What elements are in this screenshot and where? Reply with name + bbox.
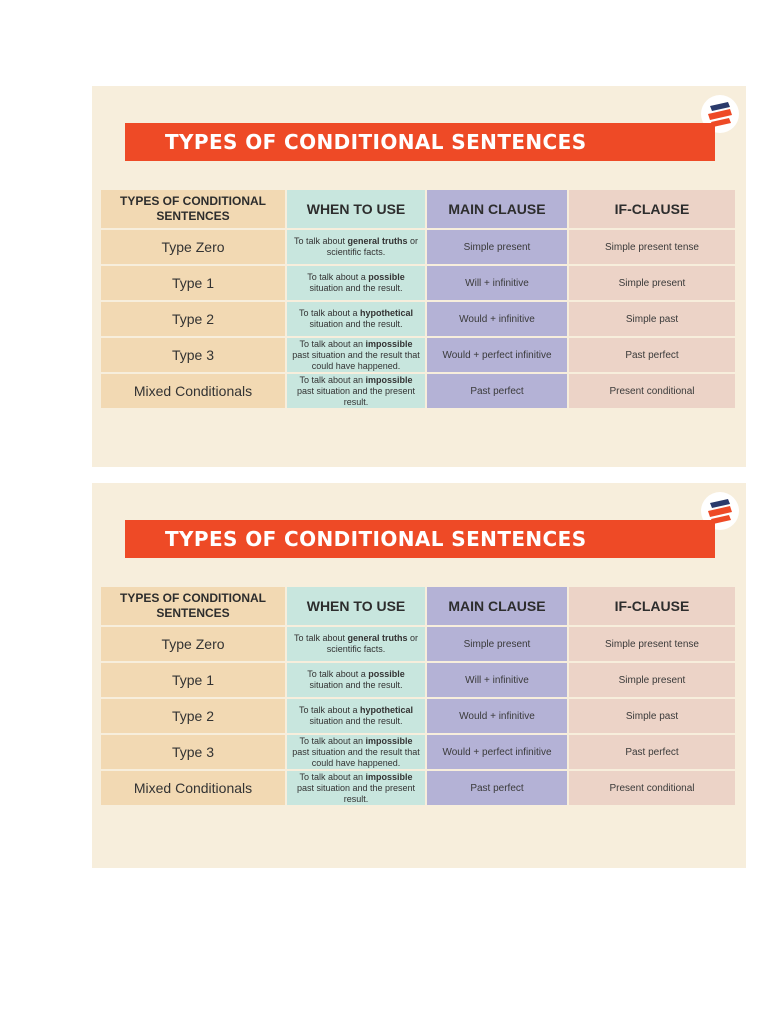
row-when: To talk about a possible situation and the result.: [287, 266, 427, 302]
row-main: Simple present: [427, 627, 569, 663]
row-if: Simple past: [569, 302, 737, 338]
row-when: To talk about an impossible past situation and the present result.: [287, 374, 427, 410]
row-main: Past perfect: [427, 771, 569, 807]
row-main: Would + infinitive: [427, 699, 569, 735]
row-when: To talk about an impossible past situation and the result that could have happened.: [287, 735, 427, 771]
row-type: Type Zero: [101, 627, 287, 663]
header-if: IF-CLAUSE: [569, 190, 737, 230]
row-when: To talk about a hypothetical situation and the result.: [287, 302, 427, 338]
row-when: To talk about general truths or scientific facts.: [287, 230, 427, 266]
header-main: MAIN CLAUSE: [427, 190, 569, 230]
row-type: Type 3: [101, 735, 287, 771]
row-if: Past perfect: [569, 735, 737, 771]
infographic-card-1: [92, 86, 746, 467]
header-when: WHEN TO USE: [287, 190, 427, 230]
title-banner: [125, 123, 715, 161]
row-type: Mixed Conditionals: [101, 771, 287, 807]
row-if: Simple present tense: [569, 230, 737, 266]
row-main: Will + infinitive: [427, 663, 569, 699]
row-main: Would + infinitive: [427, 302, 569, 338]
row-main: Past perfect: [427, 374, 569, 410]
row-main: Simple present: [427, 230, 569, 266]
row-when: To talk about an impossible past situation and the present result.: [287, 771, 427, 807]
row-type: Type Zero: [101, 230, 287, 266]
row-type: Type 2: [101, 699, 287, 735]
header-type: TYPES OF CONDITIONAL SENTENCES: [101, 190, 287, 230]
row-type: Type 3: [101, 338, 287, 374]
page-title: TYPES OF CONDITIONAL SENTENCES: [165, 527, 587, 551]
row-if: Simple present: [569, 663, 737, 699]
row-if: Past perfect: [569, 338, 737, 374]
row-when: To talk about an impossible past situation and the result that could have happened.: [287, 338, 427, 374]
row-when: To talk about a possible situation and the result.: [287, 663, 427, 699]
row-type: Type 1: [101, 266, 287, 302]
header-if: IF-CLAUSE: [569, 587, 737, 627]
row-if: Present conditional: [569, 374, 737, 410]
header-type: TYPES OF CONDITIONAL SENTENCES: [101, 587, 287, 627]
row-main: Will + infinitive: [427, 266, 569, 302]
conditionals-table: [101, 587, 737, 807]
row-if: Simple present tense: [569, 627, 737, 663]
row-if: Simple present: [569, 266, 737, 302]
row-type: Mixed Conditionals: [101, 374, 287, 410]
header-main: MAIN CLAUSE: [427, 587, 569, 627]
row-when: To talk about a hypothetical situation and the result.: [287, 699, 427, 735]
row-main: Would + perfect infinitive: [427, 735, 569, 771]
title-banner: [125, 520, 715, 558]
conditionals-table: [101, 190, 737, 410]
row-type: Type 2: [101, 302, 287, 338]
row-if: Simple past: [569, 699, 737, 735]
row-type: Type 1: [101, 663, 287, 699]
row-main: Would + perfect infinitive: [427, 338, 569, 374]
header-when: WHEN TO USE: [287, 587, 427, 627]
infographic-card-2: [92, 483, 746, 868]
page-title: TYPES OF CONDITIONAL SENTENCES: [165, 130, 587, 154]
row-when: To talk about general truths or scientific facts.: [287, 627, 427, 663]
row-if: Present conditional: [569, 771, 737, 807]
